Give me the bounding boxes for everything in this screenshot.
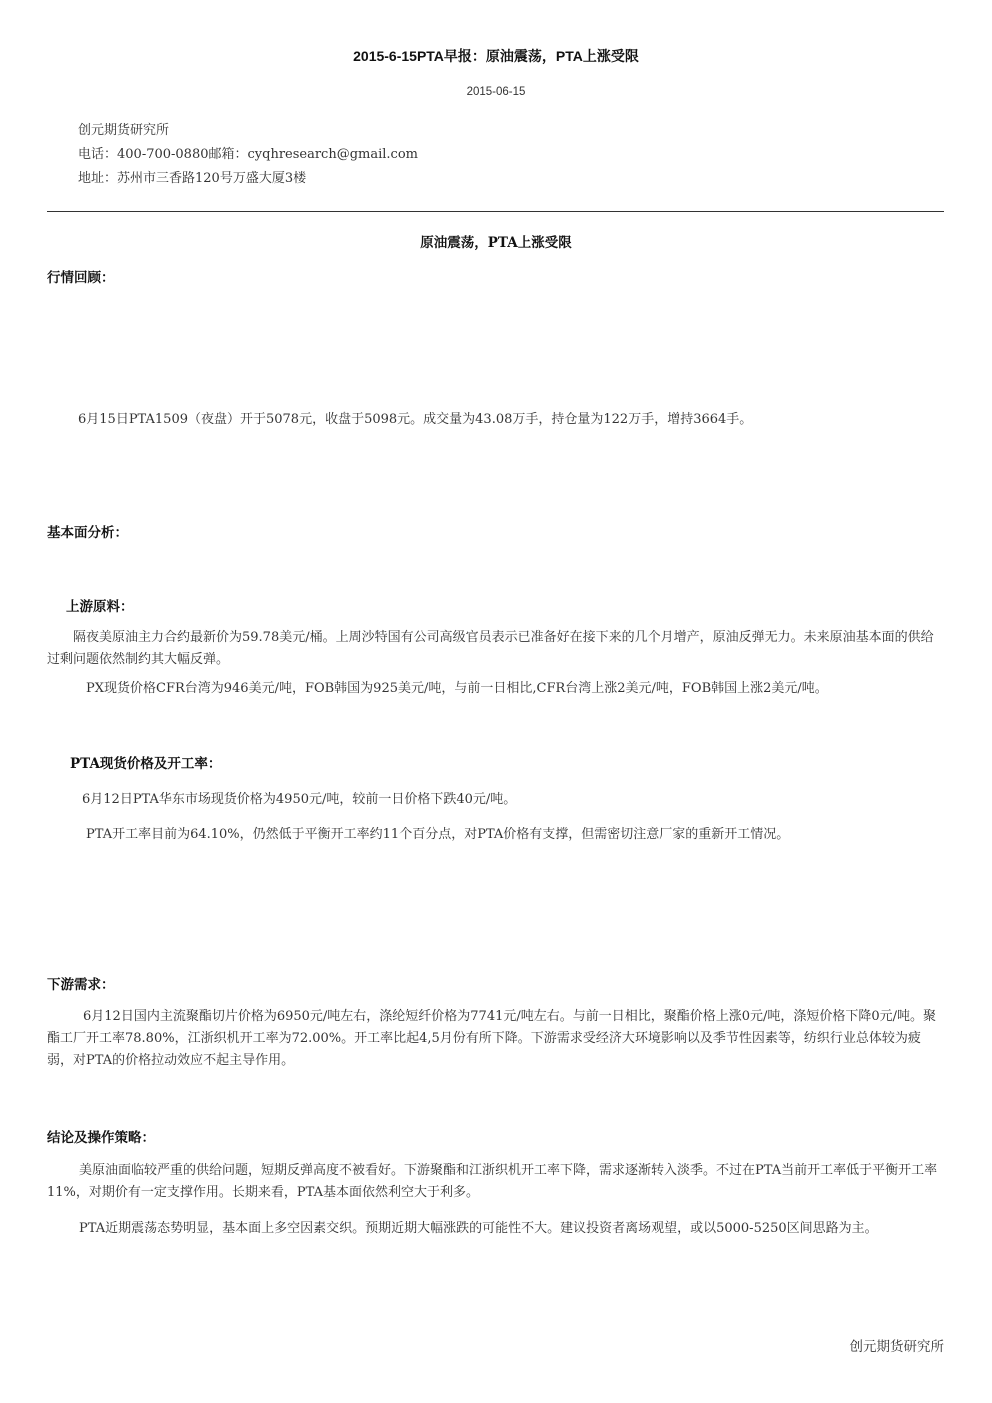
- conclusion-paragraph-1: 美原油面临较严重的供给问题，短期反弹高度不被看好。下游聚酯和江浙织机开工率下降，需求逐渐转入淡季。不过在PTA当前开工率低于平衡开工率11%，对期价有一定支撑作用。长期来看，PTA基本面依然利空大于利多。: [47, 1163, 938, 1200]
- company-address: 地址：苏州市三香路120号万盛大厦3楼: [78, 171, 307, 186]
- downstream-heading: 下游需求：: [47, 977, 115, 993]
- conclusion-heading: 结论及操作策略：: [47, 1130, 155, 1146]
- conclusion-paragraph-2: PTA近期震荡态势明显，基本面上多空因素交织。预期近期大幅涨跌的可能性不大。建议投资者离场观望，或以5000-5250区间思路为主。: [79, 1221, 878, 1236]
- upstream-paragraph-2: PX现货价格CFR台湾为946美元/吨，FOB韩国为925美元/吨，与前一日相比,CFR台湾上涨2美元/吨，FOB韩国上涨2美元/吨。: [86, 681, 828, 696]
- header-divider: [47, 211, 944, 212]
- report-date: 2015-06-15: [466, 86, 526, 98]
- spot-heading: PTA现货价格及开工率：: [70, 756, 222, 772]
- upstream-paragraph-1: 隔夜美原油主力合约最新价为59.78美元/桶。上周沙特国有公司高级官员表示已准备好在接下来的几个月增产，原油反弹无力。未来原油基本面的供给过剩问题依然制约其大幅反弹。: [47, 630, 934, 667]
- report-subtitle: 原油震荡，PTA上涨受限: [420, 235, 572, 251]
- footer-signature: 创元期货研究所: [849, 1339, 944, 1355]
- market-review-text: 6月15日PTA1509（夜盘）开于5078元，收盘于5098元。成交量为43.08万手，持仓量为122万手，增持3664手。: [78, 412, 753, 427]
- downstream-paragraph-1: 6月12日国内主流聚酯切片价格为6950元/吨左右，涤纶短纤价格为7741元/吨左右。与前一日相比，聚酯价格上涨0元/吨，涤短价格下降0元/吨。聚酯工厂开工率78.80%，江浙织机开工率为72.00%。开工率比起4,5月份有所下降。下游需求受经济大环境影响以及季节性因素等，纺织行业总体较为疲弱，对PTA的价格拉动效应不起主导作用。: [47, 1009, 937, 1068]
- page-title: 2015-6-15PTA早报：原油震荡，PTA上涨受限: [353, 48, 639, 64]
- spot-paragraph-1: 6月12日PTA华东市场现货价格为4950元/吨，较前一日价格下跌40元/吨。: [82, 792, 517, 807]
- company-name: 创元期货研究所: [78, 123, 170, 138]
- fundamentals-heading: 基本面分析：: [47, 525, 128, 541]
- company-contact: 电话：400-700-0880邮箱：cyqhresearch@gmail.com: [78, 147, 418, 162]
- spot-paragraph-2: PTA开工率目前为64.10%，仍然低于平衡开工率约11个百分点，对PTA价格有支撑，但需密切注意厂家的重新开工情况。: [86, 827, 790, 842]
- market-review-heading: 行情回顾：: [47, 270, 115, 286]
- upstream-heading: 上游原料：: [66, 599, 134, 615]
